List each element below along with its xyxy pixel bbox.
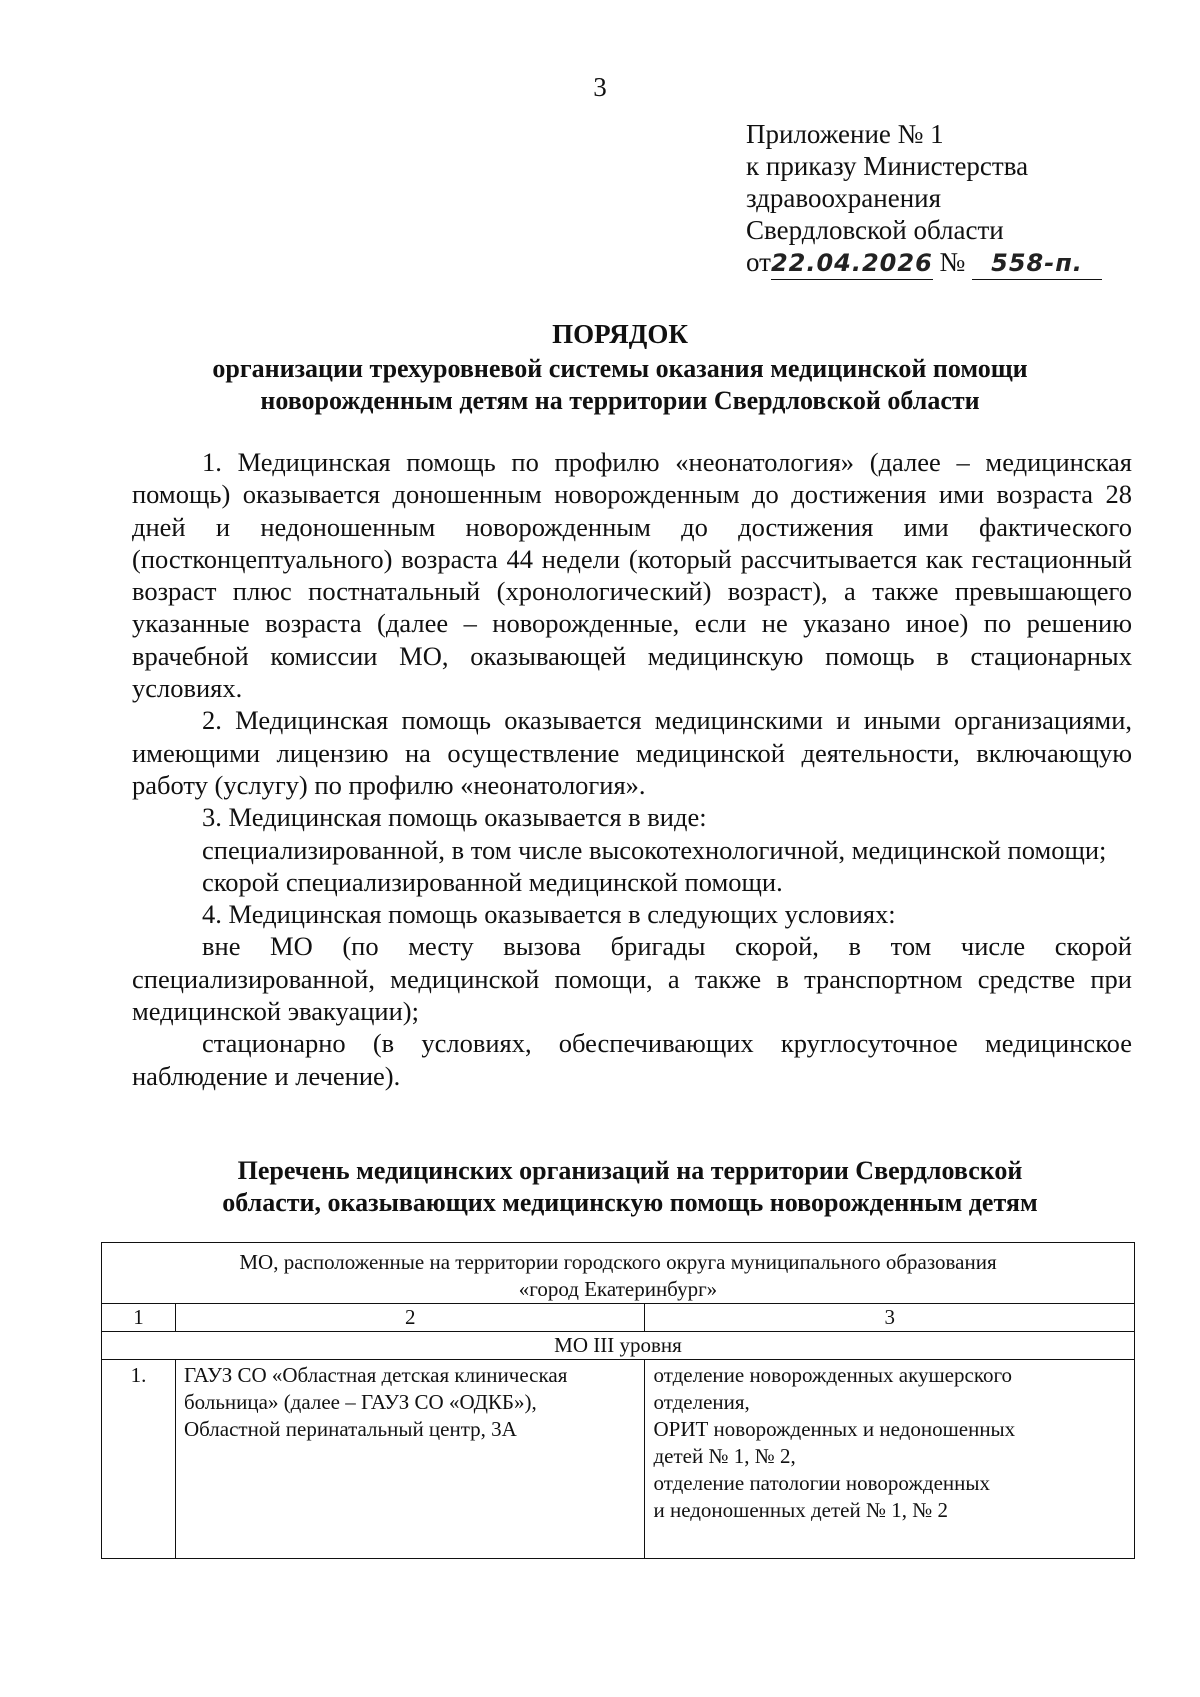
appendix-region: Свердловской области xyxy=(746,215,1004,245)
table-region-header xyxy=(102,1243,1135,1304)
appendix-title: Приложение № 1 xyxy=(746,119,944,149)
table-region-header-row xyxy=(102,1243,1135,1304)
level-header: МО III уровня xyxy=(102,1332,1135,1360)
department-line: отделения, xyxy=(653,1390,750,1414)
paragraph-4-item-2: стационарно (в условиях, обеспечивающих круглосуточное медицинское наблюдение и лечение). xyxy=(132,1028,1132,1091)
org-line: больница» (далее – ГАУЗ СО «ОДКБ»), xyxy=(183,1390,537,1414)
paragraph-4: 4. Медицинская помощь оказывается в следующих условиях: xyxy=(202,899,896,930)
row-number: 1. xyxy=(102,1360,176,1559)
title-subtitle-line2: новорожденным детям на территории Свердловской области xyxy=(260,386,980,415)
region-header-line1: МО, расположенные на территории городского округа муниципального образования xyxy=(239,1250,997,1274)
paragraph-3: 3. Медицинская помощь оказывается в виде: xyxy=(202,802,707,833)
appendix-block xyxy=(746,118,1102,280)
region-header-line2: «город Екатеринбург» xyxy=(518,1277,718,1301)
paragraph-4-item-1: вне МО (по месту вызова бригады скорой, в том числе скорой специализированной, медицинской помощи, а также в транспортном средстве при медицинской эвакуации); xyxy=(132,931,1132,1027)
organization-cell xyxy=(175,1360,645,1559)
department-line: отделение патологии новорожденных xyxy=(653,1471,990,1495)
list-title-line1: Перечень медицинских организаций на территории Свердловской xyxy=(237,1156,1023,1185)
department-line: ОРИТ новорожденных и недоношенных xyxy=(653,1417,1016,1441)
handwritten-order-number: 558-п. xyxy=(972,247,1102,280)
table-level-header-row xyxy=(102,1332,1135,1360)
paragraph-1: 1. Медицинская помощь по профилю «неонатология» (далее – медицинская помощь) оказывается доношенным новорожденным до достижения ими возраста 28 дней и недоношенным новорожденным до достижения ими фактического (постконцептуального) возраста 44 недели (который рассчитывается как гестационный возраст плюс постнатальный (хронологический) возраст), а также превышающего указанные возраста (далее – новорожденные, если не указано иное) по решению врачебной комиссии МО, оказывающей медицинскую помощь в стационарных условиях. xyxy=(132,447,1132,704)
org-line: Областной перинатальный центр, 3А xyxy=(183,1417,517,1441)
paragraph-3-item-1: специализированной, в том числе высокотехнологичной, медицинской помощи; xyxy=(202,834,1107,865)
departments-cell xyxy=(645,1360,1135,1559)
title-subtitle-line1: организации трехуровневой системы оказания медицинской помощи xyxy=(212,354,1028,383)
number-prefix: № xyxy=(939,247,966,277)
appendix-ministry: здравоохранения xyxy=(746,183,942,213)
department-line: детей № 1, № 2, xyxy=(653,1444,796,1468)
department-line: отделение новорожденных акушерского xyxy=(653,1363,1013,1387)
org-line: ГАУЗ СО «Областная детская клиническая xyxy=(183,1363,568,1387)
handwritten-date: 22.04.2026 xyxy=(771,247,933,280)
paragraph-2: 2. Медицинская помощь оказывается медицинскими и иными организациями, имеющими лицензию на осуществление медицинской деятельности, включающую работу (услугу) по профилю «неонатология». xyxy=(132,705,1132,800)
department-line: и недоношенных детей № 1, № 2 xyxy=(653,1498,949,1522)
table-column-numbers-row xyxy=(102,1304,1135,1332)
appendix-date-line xyxy=(746,246,1102,280)
column-number-1: 1 xyxy=(102,1304,176,1332)
list-title-line2: области, оказывающих медицинскую помощь новорожденным детям xyxy=(222,1188,1038,1217)
table-row xyxy=(102,1360,1135,1559)
body-text xyxy=(132,446,1132,1092)
title-main: ПОРЯДОК xyxy=(552,319,688,349)
list-title xyxy=(150,1155,1110,1219)
page-number: 3 xyxy=(593,72,607,102)
date-prefix: от xyxy=(746,247,771,277)
appendix-order-ref: к приказу Министерства xyxy=(746,151,1029,181)
document-title xyxy=(150,318,1090,417)
column-number-3: 3 xyxy=(645,1304,1135,1332)
paragraph-3-item-2: скорой специализированной медицинской помощи. xyxy=(202,866,783,897)
mo-table xyxy=(101,1242,1135,1559)
column-number-2: 2 xyxy=(175,1304,645,1332)
